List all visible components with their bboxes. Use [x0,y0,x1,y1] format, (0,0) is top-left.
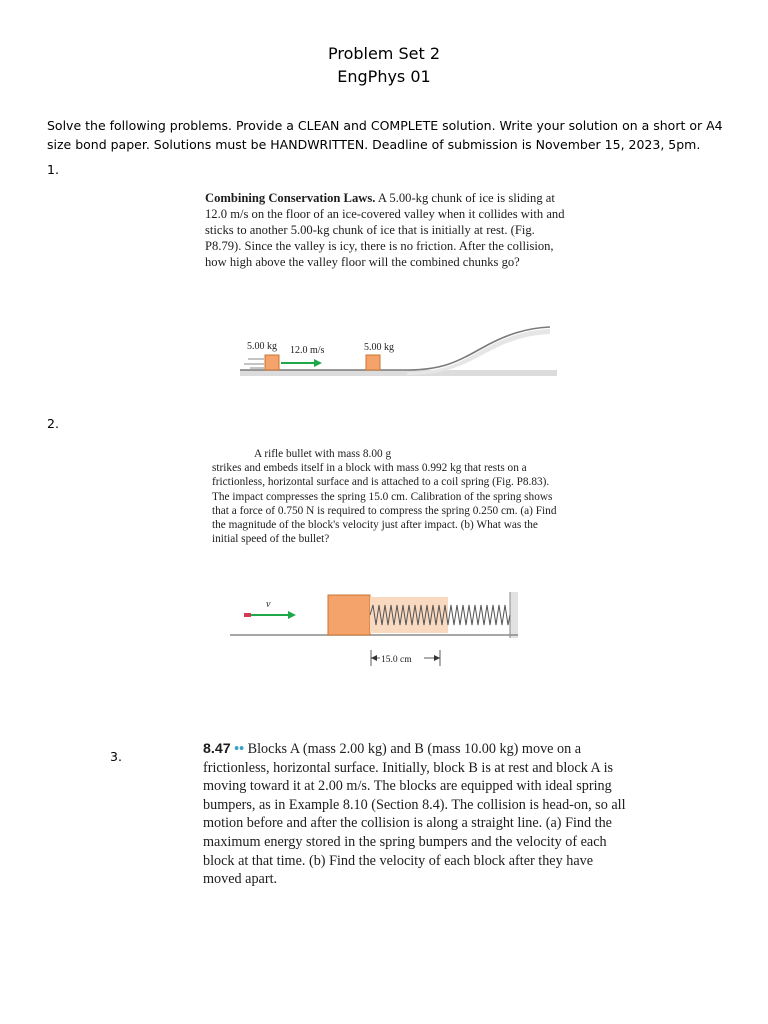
problem-1-heading: Combining Conservation Laws. [205,191,376,205]
problem-3-tag: 8.47 [203,741,231,757]
valley-floor-fill [240,370,557,376]
problem-number-1: 1. [47,162,59,177]
compression-label: 15.0 cm [381,655,412,665]
problem-number-3: 3. [110,749,122,764]
compression-zone [370,597,448,633]
wooden-block [328,595,370,635]
problem-2-line1: A rifle bullet with mass 8.00 g [254,448,392,460]
problem-2-text [212,447,562,546]
problem-1-body: A 5.00-kg chunk of ice is sliding at 12.0 m/s on the floor of an ice-covered valley when it collides with and sticks to another 5.00-kg chunk of ice that is initially at rest. (Fig. P8.79). Since the valley is icy, there is no friction. After the collision, how high above the valley floor will the combined chunks go? [205,191,565,269]
ice-block-left [265,355,279,370]
figure-p8-79 [232,322,557,382]
problem-number-2: 2. [47,416,59,431]
page-title: Problem Set 2 [327,44,441,63]
mass-right-label: 5.00 kg [364,342,394,353]
problem-2-body: strikes and embeds itself in a block with mass 0.992 kg that rests on a frictionless, horizontal surface and is attached to a coil spring (Fig. P8.83). The impact compresses the spring 15.0 cm. Calibration of the spring shows that a force of 0.750 N is required to compress the spring 0.250 cm. (a) Find the magnitude of the block's velocity just after impact. (b) What was the initial speed of the bullet? [212,462,557,546]
figure-p8-83 [228,588,528,678]
problem-1-text [205,190,570,270]
wall [510,592,518,638]
mass-left-label: 5.00 kg [247,341,277,352]
difficulty-dots: •• [234,741,245,757]
instructions: Solve the following problems. Provide a CLEAN and COMPLETE solution. Write your solution on a short or A4 size bond paper. Solutions must be HANDWRITTEN. Deadline of submission is November 15, 2023, 5pm. [47,118,723,152]
problem-3-text [203,740,630,889]
course-code: EngPhys 01 [337,67,431,86]
ice-block-right [366,355,380,370]
velocity-arrowhead [314,359,322,367]
dimension-arrowhead-right [434,655,440,661]
speed-label: 12.0 m/s [290,345,325,356]
bullet [244,613,251,617]
dimension-arrowhead-left [371,655,377,661]
problem-3-body: Blocks A (mass 2.00 kg) and B (mass 10.00 kg) move on a frictionless, horizontal surface. Initially, block B is at rest and block A is moving toward it at 2.00 m/s. The blocks are equipped with ideal spring bumpers, as in Example 8.10 (Section 8.4). The collision is head-on, so all motion before and after the collision is along a straight line. (a) Find the maximum energy stored in the spring bumpers and the velocity of each block at that time. (b) Find the velocity of each block after they have moved apart. [203,741,626,888]
bullet-velocity-arrowhead [288,611,296,619]
velocity-label: v [266,599,271,610]
